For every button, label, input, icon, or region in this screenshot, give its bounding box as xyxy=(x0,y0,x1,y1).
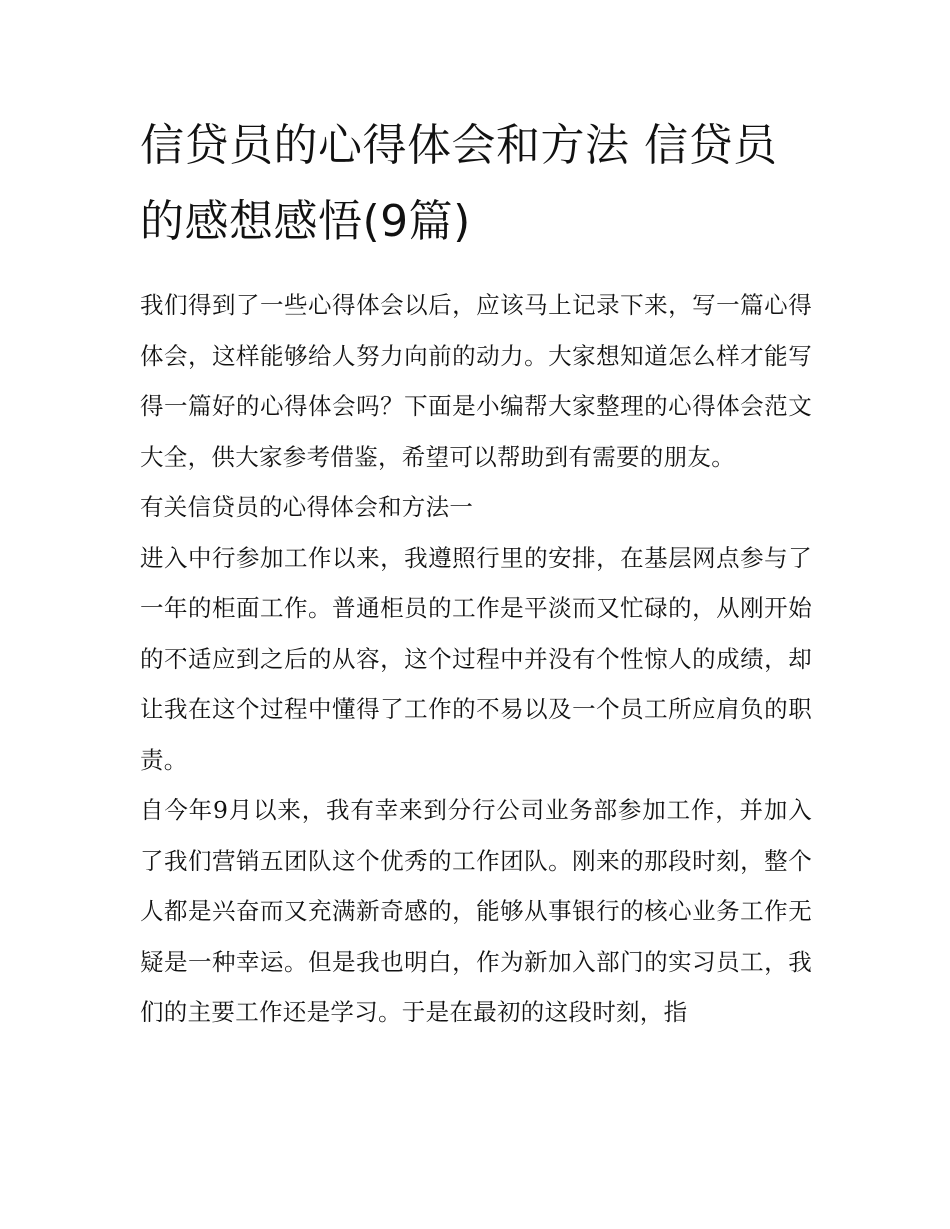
body-paragraph: 进入中行参加工作以来，我遵照行里的安排，在基层网点参与了一年的柜面工作。普通柜员的工作是平淡而又忙碌的，从刚开始的不适应到之后的从容，这个过程中并没有个性惊人的成绩，却让我在这个过程中懂得了工作的不易以及一个员工所应肩负的职责。 xyxy=(140,543,812,774)
section-heading: 有关信贷员的心得体会和方法一 xyxy=(140,493,474,521)
document-page xyxy=(140,108,812,1038)
body-paragraph: 自今年9月以来，我有幸来到分行公司业务部参加工作，并加入了我们营销五团队这个优秀的工作团队。刚来的那段时刻，整个人都是兴奋而又充满新奇感的，能够从事银行的核心业务工作无疑是一种幸运。但是我也明白，作为新加入部门的实习员工，我们的主要工作还是学习。于是在最初的这段时刻，指 xyxy=(140,796,812,1026)
document-title: 信贷员的心得体会和方法 信贷员的感想感悟(9篇) xyxy=(140,120,778,247)
intro-paragraph: 我们得到了一些心得体会以后，应该马上记录下来，写一篇心得体会，这样能够给人努力向前的动力。大家想知道怎么样才能写得一篇好的心得体会吗？下面是小编帮大家整理的心得体会范文大全，供大家参考借鉴，希望可以帮助到有需要的朋友。 xyxy=(140,291,812,471)
